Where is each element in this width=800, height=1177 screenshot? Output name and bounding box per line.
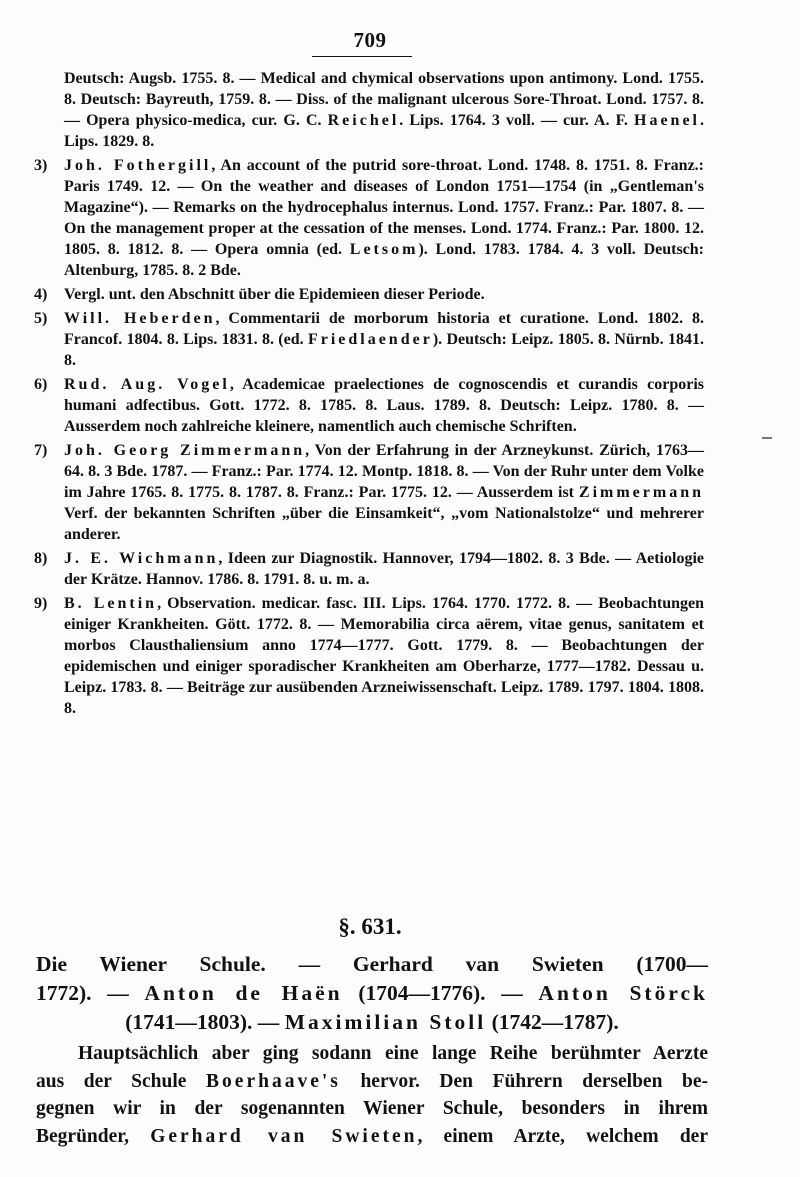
text-run: ). Deutsch: Leipz. 1805. 8. Nürnb. 1841. 8. [64,331,704,369]
spaced-name: B. Lentin [64,595,158,612]
body-line [36,1095,708,1123]
text-run: ). Lond. 1783. 1784. 4. 3 voll. Deutsch: Altenburg, 1785. 8. 2 Bde. [64,241,705,279]
footnote-number: 6) [34,376,48,393]
text-run: gegnen wir in der sogenannten Wiener Schule, besonders in ihrem [36,1098,708,1119]
footnote-number: 9) [34,595,48,612]
footnote-text [64,157,704,279]
footnote [36,548,704,590]
text-run: hervor. Den Führern derselben be- [340,1070,708,1092]
footnote-text [64,442,704,543]
text-run: 1772). — [36,981,145,1005]
spaced-name: Friedlaender [307,331,433,348]
footnote-number: 4) [34,286,48,303]
spaced-name: Boerhaave's [206,1070,341,1092]
spaced-name: Anton Störck [538,981,708,1005]
heading-line [36,979,708,1008]
text-run: Vergl. unt. den Abschnitt über die Epidemieen dieser Periode. [64,286,485,303]
page-number: 709 [353,28,387,52]
text-run: . Lips. 1829. 8. [64,112,704,150]
footnote-number: 3) [34,157,48,174]
footnote-number: 7) [34,442,48,459]
footnote-text [64,310,704,369]
spaced-name: Gerhard van Swieten [150,1125,418,1147]
footnote [36,68,704,152]
footnote-text [64,550,704,588]
spaced-name: Joh. Georg Zimmermann [64,442,306,459]
footnote [36,593,704,719]
footnote-number: 5) [34,310,48,327]
text-run: , Von der Erfahrung in der Arzneykunst. Zürich, 1763—64. 8. 3 Bde. 1787. — Franz.: Par. 1774. 12. Montp. 1818. 8. — Von der Ruhr unter dem Volke im Jahre 1765. 8. 1775. 8. 1787. 8. Franz.: Par. 1775. 12. — Ausserdem ist [64,442,704,501]
text-run: Begründer, [36,1125,151,1147]
spaced-name: Haenel [634,112,700,129]
spaced-name: Letsom [349,241,419,258]
footnote-text [64,595,704,717]
text-run: , Commentarii de morborum historia et curatione. Lond. 1802. 8. Francof. 1804. 8. Lips. 1831. 8. (ed. [64,310,705,348]
text-run: aus der Schule [36,1070,207,1092]
heading-line [36,950,708,979]
footnote [36,440,704,545]
text-run: , einem Arzte, welchem der [417,1125,708,1147]
text-run: , Ideen zur Diagnostik. Hannover, 1794—1802. 8. 3 Bde. — Aetiologie der Krätze. Hannov. 1786. 8. 1791. 8. u. m. a. [64,550,704,588]
heading-line [36,1008,708,1037]
page-number-rule [312,56,412,57]
footnote [36,308,704,371]
body-line [36,1123,708,1151]
text-run: , An account of the putrid sore-throat. Lond. 1748. 8. 1751. 8. Franz.: Paris 1749. 12. — On the weather and diseases of London 1751—1754 (in „Gentleman's Magazine“). — Remarks on the hydrocephalus internus. Lond. 1757. Franz.: Par. 1807. 8. — On the management proper at the cessation of the menses. Lond. 1774. Franz.: Par. 1800. 12. 1805. 8. 1812. 8. — Opera omnia (ed. [64,157,704,258]
section-number: §. 631. [338,914,402,939]
margin-mark [762,437,772,439]
text-run: , Academicae praelectiones de cognoscendis et curandis corporis humani adfectibus. Gott. 1772. 8. 1785. 8. Laus. 1789. 8. Deutsch: Leipz. 1780. 8. — Ausserdem noch zahlreiche kleinere, namentlich auch chemische Schriften. [64,376,704,435]
text-run: Hauptsächlich aber ging sodann eine lange Reihe berühmter Aerzte [78,1043,708,1064]
text-run: Verf. der bekannten Schriften „über die Einsamkeit“, „vom Nationalstolze“ und mehrerer anderer. [64,505,704,543]
body-line [36,1040,708,1068]
body-paragraph [36,1040,708,1150]
footnote [36,284,704,305]
section-heading [36,950,708,1037]
spaced-name: Will. Heberden [64,310,216,327]
text-run: (1742—1787). [486,1010,619,1034]
footnote-text [64,286,485,303]
footnote [36,374,704,437]
body-line [36,1068,708,1096]
footnote-text [64,376,704,435]
footnote [36,155,704,281]
spaced-name: Reichel [327,112,400,129]
spaced-name: Maximilian Stoll [284,1010,487,1034]
text-run: . Lips. 1764. 3 voll. — cur. A. F. [399,112,634,129]
spaced-name: Anton de Haën [144,981,343,1005]
text-run: Deutsch: Augsb. 1755. 8. — Medical and chymical observations upon antimony. Lond. 1755. 8. Deutsch: Bayreuth, 1759. 8. — Diss. of the malignant ulcerous Sore-Throat. Lond. 1757. 8. — Opera physico-medica, cur. G. C. [64,70,704,129]
text-run: (1741—1803). — [125,1010,285,1034]
text-run: , Observation. medicar. fasc. III. Lips. 1764. 1770. 1772. 8. — Beobachtungen einiger Krankheiten. Gött. 1772. 8. — Memorabilia circa aërem, vitae genus, sanitatem et morbos Clausthaliensium anno 1774—1777. Gott. 1779. 8. — Beobachtungen der epidemischen und einiger sporadischer Krankheiten am Oberharze, 1777—1782. Dessau u. Leipz. 1783. 8. — Beiträge zur ausübenden Arzneiwissenschaft. Leipz. 1789. 1797. 1804. 1808. 8. [64,595,705,717]
footnote-text [64,70,704,150]
spaced-name: Zimmermann [578,484,704,501]
spaced-name: J. E. Wichmann [64,550,219,567]
footnote-number: 8) [34,550,48,567]
spaced-name: Rud. Aug. Vogel [64,376,230,393]
text-run: (1704—1776). — [342,981,539,1005]
spaced-name: Joh. Fothergill [64,157,212,174]
footnotes [36,68,704,722]
text-run: Die Wiener Schule. — Gerhard van Swieten (1700— [36,952,708,976]
